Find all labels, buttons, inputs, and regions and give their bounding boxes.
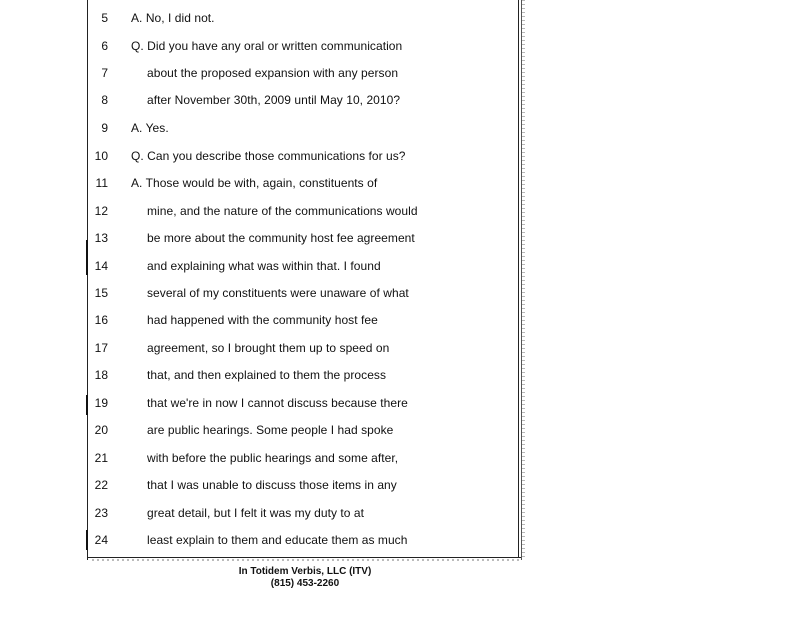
line-number: 12	[94, 204, 108, 218]
bottom-scan-noise	[92, 559, 520, 561]
line-number: 24	[94, 533, 108, 547]
line-number: 18	[94, 368, 108, 382]
line-text: mine, and the nature of the communications would	[147, 204, 418, 218]
line-number: 6	[101, 39, 108, 53]
footer-company: In Totidem Verbis, LLC (ITV)	[238, 566, 372, 577]
line-number: 13	[94, 231, 108, 245]
line-text: several of my constituents were unaware of what	[147, 286, 409, 300]
line-number: 9	[101, 121, 108, 135]
line-number: 21	[94, 451, 108, 465]
line-text: that, and then explained to them the process	[147, 368, 387, 382]
line-text: Q. Can you describe those communications for us?	[131, 149, 406, 163]
line-text: are public hearings. Some people I had spoke	[147, 423, 394, 437]
line-text: about the proposed expansion with any person	[147, 66, 399, 80]
line-text: Q. Did you have any oral or written communication	[131, 39, 403, 53]
line-number: 15	[94, 286, 108, 300]
line-text: be more about the community host fee agreement	[147, 231, 415, 245]
line-text: A. No, I did not.	[131, 11, 215, 25]
line-number: 11	[95, 176, 108, 190]
line-number: 19	[94, 396, 108, 410]
line-text: least explain to them and educate them as much	[147, 533, 408, 547]
line-number: 23	[94, 506, 108, 520]
footer-phone: (815) 453-2260	[270, 578, 340, 589]
line-number: 8	[101, 93, 108, 107]
line-text: had happened with the community host fee	[147, 313, 378, 327]
line-text: with before the public hearings and some after,	[147, 451, 399, 465]
line-number: 20	[94, 423, 108, 437]
line-text: A. Yes.	[131, 121, 169, 135]
line-text: great detail, but I felt it was my duty to at	[147, 506, 365, 520]
line-text: that I was unable to discuss those items in any	[147, 478, 397, 492]
line-number: 5	[101, 11, 108, 25]
line-number: 10	[94, 149, 108, 163]
line-number: 17	[94, 341, 108, 355]
line-text: A. Those would be with, again, constituents of	[131, 176, 378, 190]
line-text: and explaining what was within that. I found	[147, 259, 381, 273]
line-number: 7	[101, 66, 108, 80]
line-text: after November 30th, 2009 until May 10, 2010?	[147, 93, 401, 107]
line-number: 14	[94, 259, 108, 273]
line-text: that we're in now I cannot discuss because there	[147, 396, 408, 410]
line-number: 16	[94, 313, 108, 327]
right-margin-scan-noise	[522, 0, 525, 560]
bottom-margin-rule	[87, 557, 521, 558]
line-text: agreement, so I brought them up to speed on	[147, 341, 390, 355]
right-margin-rule	[518, 0, 519, 558]
line-number: 22	[94, 478, 108, 492]
